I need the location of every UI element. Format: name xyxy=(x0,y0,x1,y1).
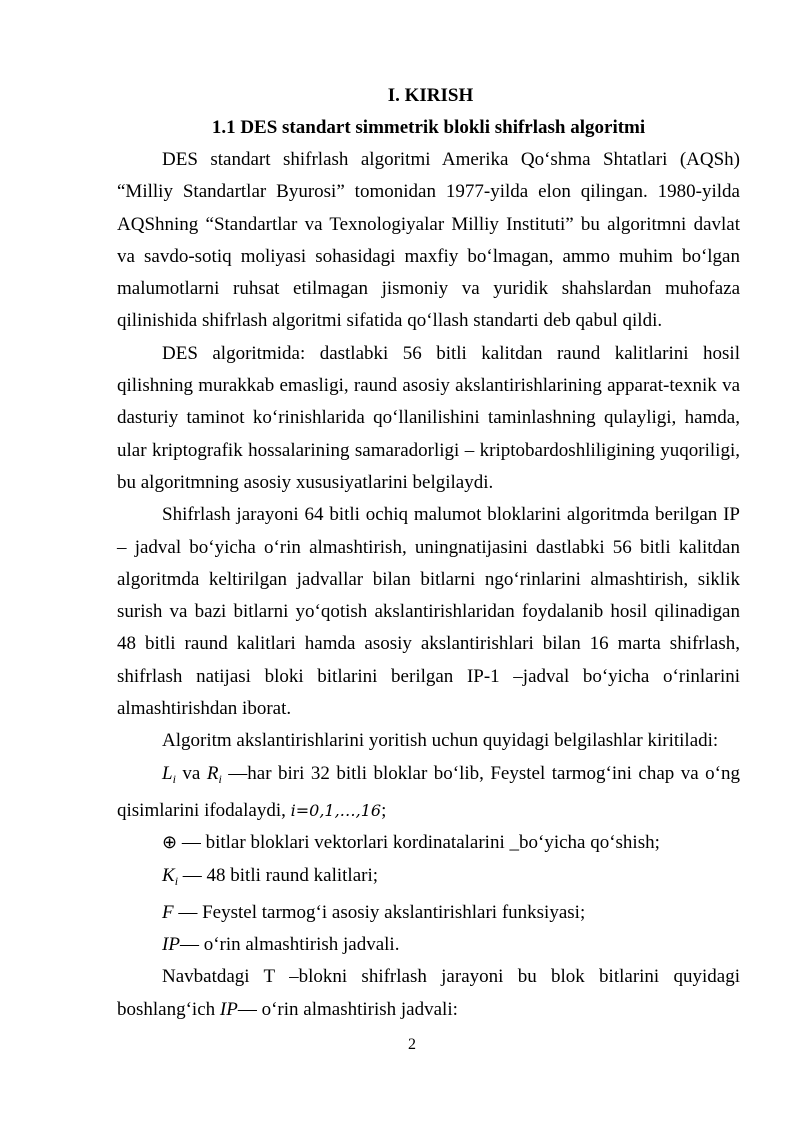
f-symbol: F xyxy=(162,901,174,923)
paragraph-next-block xyxy=(117,961,740,1026)
final-ip-symbol: IP xyxy=(219,998,238,1020)
page-number: 2 xyxy=(408,1036,416,1053)
dash: — xyxy=(228,762,248,784)
notation-feistel-function xyxy=(117,897,740,929)
section-heading: I. KIRISH xyxy=(387,85,474,106)
dash: — xyxy=(179,934,199,956)
paragraph-encryption-process: Shifrlash jarayoni 64 bitli ochiq malumot bloklarini algoritmda berilgan IP – jadval bo‘yicha o‘rin almashtirish, uningnatijasini dastlabki 56 bitli kalitdan algoritmda keltirilgan jadvallar bilan bitlarni ngo‘rinlarini almashtirish, siklik surish va bazi bitlarni yo‘qotish akslantirishlaridan foydalanib hosil qilinadigan 48 bitli raund kalitlari hamda asosiy akslantirishlari bilan 16 marta shifrlash, shifrlash natijasi bloki bitlarini berilgan IP-1 –jadval bo‘yicha o‘rinlarini almashtirishdan iborat. xyxy=(117,504,740,720)
paragraph-des-history: DES standart shifrlash algoritmi Amerika Qo‘shma Shtatlari (AQSh) “Milliy Standartlar Byurosi” tomonidan 1977-yilda elon qilingan. 1980-yilda AQShning “Standartlar va Texnologiyalar Milliy Instituti” bu algoritmni davlat va savdo-sotiq moliyasi sohasidagi maxfiy bo‘lmagan, ammo muhim bo‘lgan malumotlarni ruhsat etilmagan jismoniy va yuridik shahslardan muhofaza qilinishida shifrlash algoritmi sifatida qo‘llash standarti deb qabul qildi. xyxy=(117,149,740,332)
notation-round-keys xyxy=(117,860,740,897)
notation-lr-blocks xyxy=(117,758,740,828)
notation-ip-table xyxy=(117,929,740,961)
final-text-before: Navbatdagi T –blokni shifrlash jarayoni bu blok bitlarini quyidagi boshlang‘ich xyxy=(117,966,740,1020)
ki-description: 48 bitli raund kalitlari; xyxy=(206,864,379,886)
f-description: Feystel tarmog‘i asosiy akslantirishlari funksiyasi; xyxy=(202,901,586,923)
index-range: i=0,1,…,16 xyxy=(290,800,382,820)
ip-description: o‘rin almashtirish jadvali. xyxy=(203,934,400,956)
ki-subscript: i xyxy=(174,873,179,888)
lr-description: har biri 32 bitli bloklar bo‘lib, Feystel tarmog‘ini chap va o‘ng qisimlarini ifodalaydi, xyxy=(117,762,741,821)
va-word: va xyxy=(182,762,201,784)
ri-subscript: i xyxy=(218,771,222,786)
dash: — xyxy=(178,901,198,923)
dash: — xyxy=(181,832,201,854)
xor-description: bitlar bloklari vektorlari kordinatalarini _bo‘yicha qo‘shish; xyxy=(205,832,660,854)
li-symbol: L xyxy=(162,762,173,784)
ri-symbol: R xyxy=(206,762,219,784)
dash: — xyxy=(182,864,202,886)
notation-xor xyxy=(117,827,740,859)
dash: — xyxy=(237,998,257,1020)
ip-symbol: IP xyxy=(162,934,180,956)
li-subscript: i xyxy=(172,771,176,786)
paragraph-des-features: DES algoritmida: dastlabki 56 bitli kalitdan raund kalitlarini hosil qilishning murakkab emasligi, raund asosiy akslantirishlarining apparat-texnik va dasturiy taminot ko‘rinishlarida qo‘llanilishini taminlashning qulayligi, hamda, ular kriptografik hossalarining samaradorligi – kriptobardoshliligining yuqoriligi, bu algoritmning asosiy xususiyatlarini belgilaydi. xyxy=(117,342,740,493)
subsection-heading: 1.1 DES standart simmetrik blokli shifrlash algoritmi xyxy=(211,117,646,138)
final-text-after: o‘rin almashtirish jadvali: xyxy=(261,998,458,1020)
page-content xyxy=(117,80,740,1026)
xor-icon: ⊕ xyxy=(162,832,178,854)
range-end: ; xyxy=(381,799,387,821)
paragraph-notation-intro: Algoritm akslantirishlarini yoritish uchun quyidagi belgilashlar kiritiladi: xyxy=(162,730,719,752)
ki-symbol: K xyxy=(162,864,175,886)
